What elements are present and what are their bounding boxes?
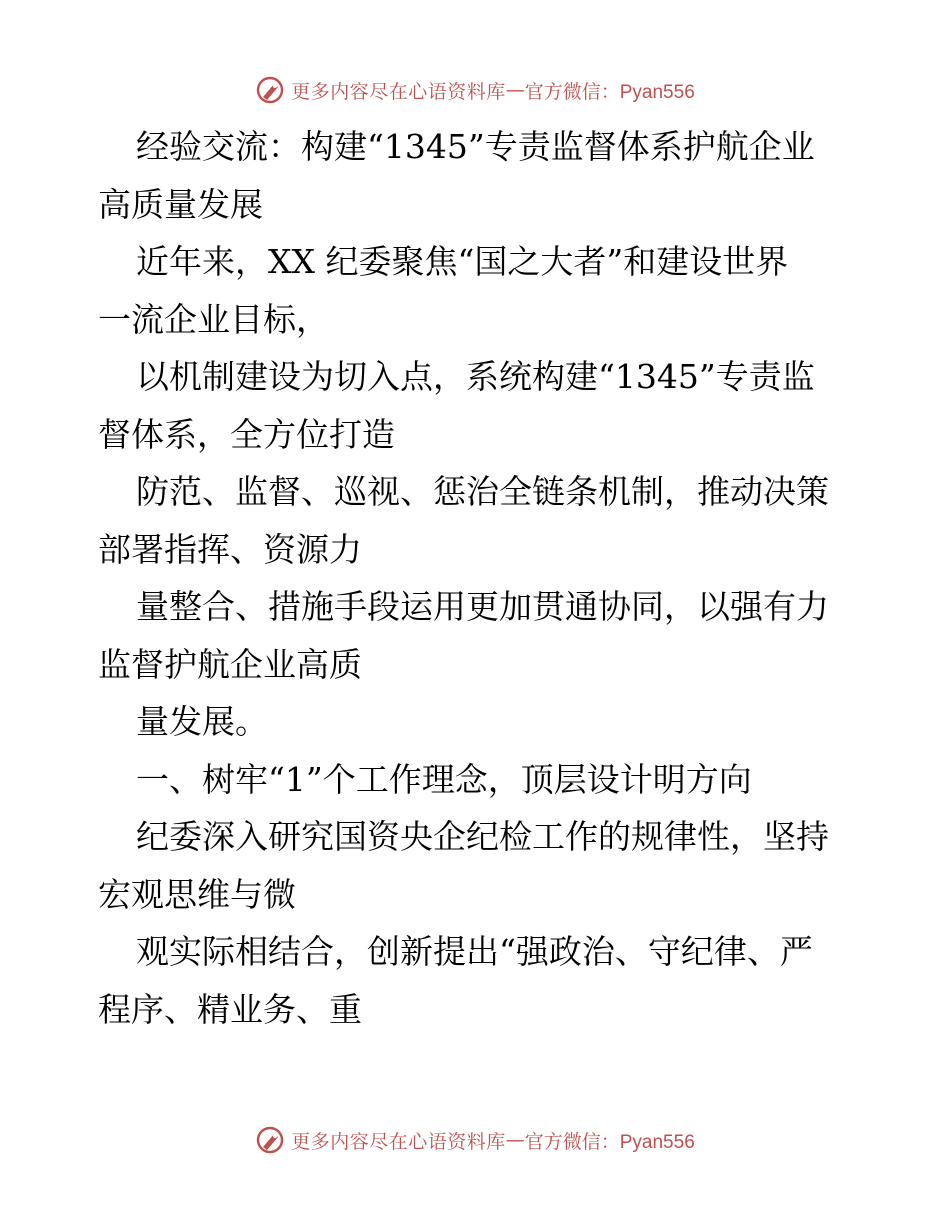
document-body [98,118,858,1038]
paragraph-line: 部署指挥、资源力 [98,529,362,569]
paragraph-line: 近年来，XX 纪委聚焦“国之大者”和建设世界 [136,242,789,281]
paragraph-line: 量发展。 [136,702,268,741]
paragraph-line: 纪委深入研究国资央企纪检工作的规律性，坚持 [136,817,829,856]
paragraph-line: 宏观思维与微 [98,874,296,914]
banner-text: 更多内容尽在心语资料库 [291,80,506,103]
paragraph-line: 程序、精业务、重 [98,989,362,1029]
paragraph-line: 以机制建设为切入点，系统构建“1345”专责监 [136,357,815,396]
title-line-1: 经验交流：构建“1345”专责监督体系护航企业 [136,127,815,166]
header-watermark-banner [0,72,950,108]
pen-nib-logo-icon [255,1125,285,1155]
footer-watermark-banner [0,1122,950,1158]
pen-nib-logo-icon [255,75,285,105]
title-line-2: 高质量发展 [98,184,263,224]
paragraph-line: 督体系，全方位打造 [98,414,395,454]
banner-text: 更多内容尽在心语资料库 [291,1130,506,1153]
paragraph-line: 量整合、措施手段运用更加贯通协同，以强有力 [136,587,829,626]
paragraph-line: 防范、监督、巡视、惩治全链条机制，推动决策 [136,472,829,511]
paragraph-line: 监督护航企业高质 [98,644,362,684]
paragraph-line: 观实际相结合，创新提出“强政治、守纪律、严 [136,932,813,971]
paragraph-line: 一流企业目标， [98,299,329,339]
section-heading: 一、树牢“1”个工作理念，顶层设计明方向 [136,759,752,799]
banner-separator: — [505,79,525,101]
banner-contact: 官方微信：Pyan556 [524,81,695,103]
banner-contact: 官方微信：Pyan556 [524,1131,695,1153]
banner-separator: — [505,1129,525,1151]
